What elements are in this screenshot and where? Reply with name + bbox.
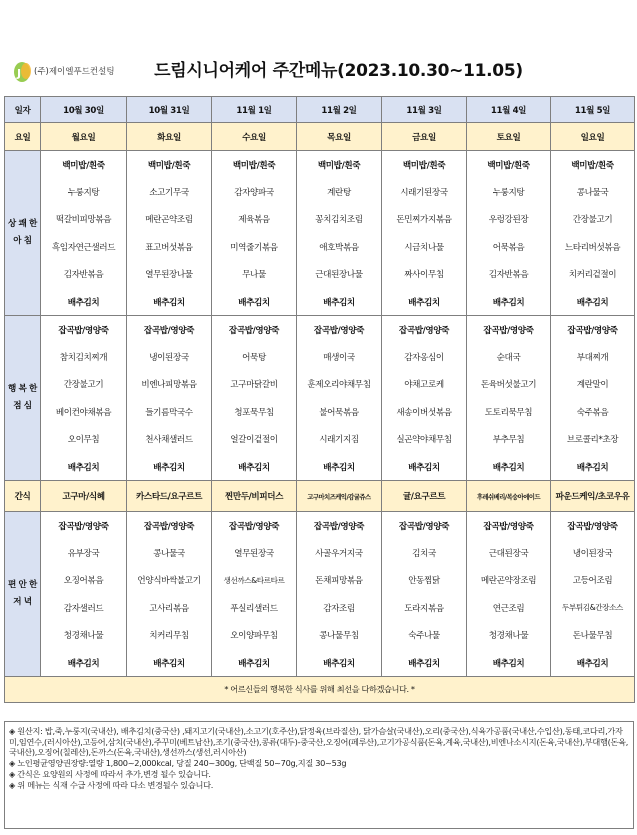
menu-item: 언양식바싹불고기 bbox=[127, 567, 212, 595]
menu-item: 베이컨야채볶음 bbox=[41, 398, 127, 426]
menu-item: 두부튀김&간장소스 bbox=[551, 594, 635, 622]
dinner-label: 편 안 한 저 녁 bbox=[5, 512, 41, 677]
menu-item: 잡곡밥/영양죽 bbox=[297, 316, 382, 344]
menu-item: 표고버섯볶음 bbox=[127, 233, 212, 261]
date-cell: 11월 4일 bbox=[467, 97, 551, 123]
menu-item: 치커리무침 bbox=[127, 622, 212, 650]
menu-item: 감자양파국 bbox=[212, 178, 297, 206]
menu-item: 배추김치 bbox=[212, 453, 297, 481]
menu-item: 흑임자연근샐러드 bbox=[41, 233, 127, 261]
lunch-label: 행 복 한 점 심 bbox=[5, 316, 41, 481]
notice-row bbox=[5, 677, 635, 703]
menu-item: 백미밥/흰죽 bbox=[467, 151, 551, 179]
menu-item: 누룽지탕 bbox=[467, 178, 551, 206]
dinner-row bbox=[5, 567, 635, 595]
dinner-row bbox=[5, 539, 635, 567]
lunch-row bbox=[5, 316, 635, 344]
svg-text:J: J bbox=[17, 67, 22, 80]
lunch-row bbox=[5, 426, 635, 454]
menu-item: 계란탕 bbox=[297, 178, 382, 206]
menu-item: 잡곡밥/영양죽 bbox=[127, 512, 212, 540]
snack-item: 귤/요구르트 bbox=[382, 481, 467, 512]
snack-item: 파운드케익/초코우유 bbox=[551, 481, 635, 512]
day-cell: 월요일 bbox=[41, 123, 127, 151]
menu-item: 야채고로케 bbox=[382, 371, 467, 399]
menu-item: 배추김치 bbox=[467, 649, 551, 677]
date-cell: 11월 2일 bbox=[297, 97, 382, 123]
menu-item: 시래기지짐 bbox=[297, 426, 382, 454]
menu-item: 백미밥/흰죽 bbox=[127, 151, 212, 179]
menu-item: 잡곡밥/영양죽 bbox=[467, 316, 551, 344]
menu-item: 배추김치 bbox=[467, 453, 551, 481]
menu-item: 메란곤약장조림 bbox=[467, 567, 551, 595]
menu-item: 치커리겉절이 bbox=[551, 261, 635, 289]
menu-item: 감자조림 bbox=[297, 594, 382, 622]
menu-item: 잡곡밥/영양죽 bbox=[297, 512, 382, 540]
menu-item: 우렁강된장 bbox=[467, 206, 551, 234]
menu-item: 배추김치 bbox=[41, 649, 127, 677]
menu-item: 배추김치 bbox=[127, 649, 212, 677]
menu-item: 시래기된장국 bbox=[382, 178, 467, 206]
menu-item: 미역줄기볶음 bbox=[212, 233, 297, 261]
menu-item: 김자반볶음 bbox=[467, 261, 551, 289]
breakfast-row bbox=[5, 151, 635, 179]
page-title: 드림시니어케어 주간메뉴(2023.10.30~11.05) bbox=[154, 61, 523, 81]
menu-item: 근대된장나물 bbox=[297, 261, 382, 289]
breakfast-row bbox=[5, 206, 635, 234]
menu-item: 소고기무국 bbox=[127, 178, 212, 206]
weekly-menu-table bbox=[4, 96, 635, 703]
page-header bbox=[0, 0, 637, 95]
menu-item: 생선까스&타르타르 bbox=[212, 567, 297, 595]
menu-item: 숙주볶음 bbox=[551, 398, 635, 426]
menu-item: 오이무침 bbox=[41, 426, 127, 454]
menu-item: 고등어조림 bbox=[551, 567, 635, 595]
lunch-row bbox=[5, 371, 635, 399]
lunch-row bbox=[5, 398, 635, 426]
snack-item: 찐만두/비피더스 bbox=[212, 481, 297, 512]
day-cell: 화요일 bbox=[127, 123, 212, 151]
menu-item: 청포묵무침 bbox=[212, 398, 297, 426]
menu-item: 근대된장국 bbox=[467, 539, 551, 567]
menu-item: 잡곡밥/영양죽 bbox=[212, 512, 297, 540]
menu-item: 비엔나피망볶음 bbox=[127, 371, 212, 399]
dinner-row bbox=[5, 594, 635, 622]
menu-item: 안동찜닭 bbox=[382, 567, 467, 595]
snack-change-note: ◈ 간식은 요양원의 사정에 따라서 추가,변경 될수 있습니다. bbox=[9, 768, 211, 779]
menu-item: 실곤약야채무침 bbox=[382, 426, 467, 454]
snack-label: 간식 bbox=[5, 481, 41, 512]
menu-item: 순대국 bbox=[467, 343, 551, 371]
menu-item: 냉이된장국 bbox=[127, 343, 212, 371]
menu-item: 청경채나물 bbox=[467, 622, 551, 650]
menu-change-note: ◈ 위 메뉴는 식재 수급 사정에 따라 다소 변경될수 있습니다. bbox=[9, 779, 214, 790]
menu-item: 느타리버섯볶음 bbox=[551, 233, 635, 261]
menu-item: 꽁치김치조림 bbox=[297, 206, 382, 234]
menu-item: 참치김치찌개 bbox=[41, 343, 127, 371]
menu-item: 배추김치 bbox=[297, 288, 382, 316]
menu-item: 얼갈이겉절이 bbox=[212, 426, 297, 454]
menu-item: 잡곡밥/영양죽 bbox=[212, 316, 297, 344]
menu-item: 잡곡밥/영양죽 bbox=[127, 316, 212, 344]
day-row bbox=[5, 123, 635, 151]
menu-item: 천사채샐러드 bbox=[127, 426, 212, 454]
menu-item: 잡곡밥/영양죽 bbox=[467, 512, 551, 540]
menu-item: 계란말이 bbox=[551, 371, 635, 399]
menu-item: 부대찌개 bbox=[551, 343, 635, 371]
menu-item: 콩나물국 bbox=[551, 178, 635, 206]
dinner-row bbox=[5, 512, 635, 540]
menu-item: 냉이된장국 bbox=[551, 539, 635, 567]
menu-item: 푸실리샐러드 bbox=[212, 594, 297, 622]
menu-item: 배추김치 bbox=[382, 453, 467, 481]
day-cell: 금요일 bbox=[382, 123, 467, 151]
day-label: 요일 bbox=[5, 123, 41, 151]
menu-item: 훈제오리야채무침 bbox=[297, 371, 382, 399]
menu-item: 배추김치 bbox=[551, 288, 635, 316]
menu-item: 김치국 bbox=[382, 539, 467, 567]
date-label: 일자 bbox=[5, 97, 41, 123]
date-cell: 11월 3일 bbox=[382, 97, 467, 123]
day-cell: 일요일 bbox=[551, 123, 635, 151]
menu-item: 메란곤약조림 bbox=[127, 206, 212, 234]
footer-notes bbox=[4, 721, 634, 829]
breakfast-row bbox=[5, 288, 635, 316]
breakfast-row bbox=[5, 178, 635, 206]
menu-item: 도라지볶음 bbox=[382, 594, 467, 622]
date-cell: 10월 31일 bbox=[127, 97, 212, 123]
lunch-row bbox=[5, 453, 635, 481]
menu-item: 열무된장국 bbox=[212, 539, 297, 567]
menu-item: 들기름막국수 bbox=[127, 398, 212, 426]
menu-item: 배추김치 bbox=[297, 649, 382, 677]
date-cell: 10월 30일 bbox=[41, 97, 127, 123]
day-cell: 수요일 bbox=[212, 123, 297, 151]
menu-item: 짜사이무침 bbox=[382, 261, 467, 289]
menu-item: 잡곡밥/영양죽 bbox=[382, 316, 467, 344]
menu-item: 브로콜리*초장 bbox=[551, 426, 635, 454]
menu-item: 배추김치 bbox=[127, 288, 212, 316]
menu-item: 사골우거지국 bbox=[297, 539, 382, 567]
date-row bbox=[5, 97, 635, 123]
breakfast-row bbox=[5, 233, 635, 261]
nutrition-note: ◈ 노인평균영양권장량:열량 1,800~2,000kcal, 당질 240~300g, 단백질 50~70g,지질 30~53g bbox=[9, 758, 347, 769]
menu-item: 배추김치 bbox=[382, 649, 467, 677]
menu-item: 배추김치 bbox=[467, 288, 551, 316]
menu-item: 배추김치 bbox=[551, 649, 635, 677]
company-name: (주)제이엘푸드컨설팅 bbox=[34, 67, 115, 77]
menu-item: 숙주나물 bbox=[382, 622, 467, 650]
menu-item: 연근조림 bbox=[467, 594, 551, 622]
menu-item: 매생이국 bbox=[297, 343, 382, 371]
menu-item: 부추무침 bbox=[467, 426, 551, 454]
menu-item: 열무된장나물 bbox=[127, 261, 212, 289]
menu-item: 감자샐러드 bbox=[41, 594, 127, 622]
breakfast-row bbox=[5, 261, 635, 289]
lunch-row bbox=[5, 343, 635, 371]
menu-item: 콩나물무침 bbox=[297, 622, 382, 650]
day-cell: 토요일 bbox=[467, 123, 551, 151]
date-cell: 11월 1일 bbox=[212, 97, 297, 123]
menu-item: 감자옹심이 bbox=[382, 343, 467, 371]
notice-text: * 어르신들의 행복한 식사를 위해 최선을 다하겠습니다. * bbox=[5, 677, 635, 703]
snack-item: 고구마치즈케익/감귤쥬스 bbox=[297, 481, 382, 512]
menu-item: 오이양파무침 bbox=[212, 622, 297, 650]
menu-item: 김자반볶음 bbox=[41, 261, 127, 289]
dinner-row bbox=[5, 622, 635, 650]
menu-item: 배추김치 bbox=[127, 453, 212, 481]
snack-item: 후레쉬베리/복숭아에이드 bbox=[467, 481, 551, 512]
day-cell: 목요일 bbox=[297, 123, 382, 151]
menu-item: 떡갈비피망볶음 bbox=[41, 206, 127, 234]
menu-item: 배추김치 bbox=[551, 453, 635, 481]
menu-item: 제육볶음 bbox=[212, 206, 297, 234]
menu-item: 잡곡밥/영양죽 bbox=[551, 512, 635, 540]
menu-item: 잡곡밥/영양죽 bbox=[551, 316, 635, 344]
menu-item: 배추김치 bbox=[212, 649, 297, 677]
menu-item: 청경채나물 bbox=[41, 622, 127, 650]
menu-item: 백미밥/흰죽 bbox=[551, 151, 635, 179]
date-cell: 11월 5일 bbox=[551, 97, 635, 123]
menu-item: 불어묵볶음 bbox=[297, 398, 382, 426]
menu-item: 돈나물무침 bbox=[551, 622, 635, 650]
menu-item: 간장불고기 bbox=[41, 371, 127, 399]
menu-item: 애호박볶음 bbox=[297, 233, 382, 261]
menu-item: 어묵볶음 bbox=[467, 233, 551, 261]
origin-note: ◈ 원산지: 밥,죽,누룽지(국내산), 배추김치(중국산) ,돼지고기(국내산),소고기(호주산),닭정육(브라질산), 닭가슴살(국내산),오리(중국산),식육가공품(국내산,수입산),동태,코다리,가자미,임연수,(러시아산),고등어,삼치(국내산),주꾸미(베트남산),조기(중국산),콩류(대두)-중국산,오징어(페루산),고기가공식품(돈육,계육,국내산),비엔나소시지(돈육,국내산),부대햄(돈육, 국내산),오징어(칠레산),돈까스(돈육,국내산),생선까스(생선,러시아산) bbox=[9, 726, 629, 758]
menu-item: 어묵탕 bbox=[212, 343, 297, 371]
menu-item: 백미밥/흰죽 bbox=[297, 151, 382, 179]
snack-row bbox=[5, 481, 635, 512]
menu-item: 고사리볶음 bbox=[127, 594, 212, 622]
menu-item: 백미밥/흰죽 bbox=[41, 151, 127, 179]
menu-item: 콩나물국 bbox=[127, 539, 212, 567]
menu-item: 시금치나물 bbox=[382, 233, 467, 261]
menu-item: 새송이버섯볶음 bbox=[382, 398, 467, 426]
menu-item: 배추김치 bbox=[41, 288, 127, 316]
menu-item: 배추김치 bbox=[382, 288, 467, 316]
menu-item: 돈육버섯불고기 bbox=[467, 371, 551, 399]
menu-item: 배추김치 bbox=[41, 453, 127, 481]
menu-item: 누룽지탕 bbox=[41, 178, 127, 206]
menu-item: 돈민찌가지볶음 bbox=[382, 206, 467, 234]
menu-item: 백미밥/흰죽 bbox=[382, 151, 467, 179]
menu-item: 무나물 bbox=[212, 261, 297, 289]
menu-item: 잡곡밥/영양죽 bbox=[41, 512, 127, 540]
breakfast-label: 상 쾌 한 아 침 bbox=[5, 151, 41, 316]
menu-item: 돈채피망볶음 bbox=[297, 567, 382, 595]
menu-item: 유부장국 bbox=[41, 539, 127, 567]
menu-item: 배추김치 bbox=[297, 453, 382, 481]
snack-item: 고구마/식혜 bbox=[41, 481, 127, 512]
menu-item: 잡곡밥/영양죽 bbox=[382, 512, 467, 540]
menu-item: 간장불고기 bbox=[551, 206, 635, 234]
menu-item: 백미밥/흰죽 bbox=[212, 151, 297, 179]
menu-item: 도토리묵무침 bbox=[467, 398, 551, 426]
dinner-row bbox=[5, 649, 635, 677]
menu-item: 잡곡밥/영양죽 bbox=[41, 316, 127, 344]
menu-item: 배추김치 bbox=[212, 288, 297, 316]
menu-item: 오징어볶음 bbox=[41, 567, 127, 595]
menu-item: 고구마닭갈비 bbox=[212, 371, 297, 399]
snack-item: 카스타드/요구르트 bbox=[127, 481, 212, 512]
